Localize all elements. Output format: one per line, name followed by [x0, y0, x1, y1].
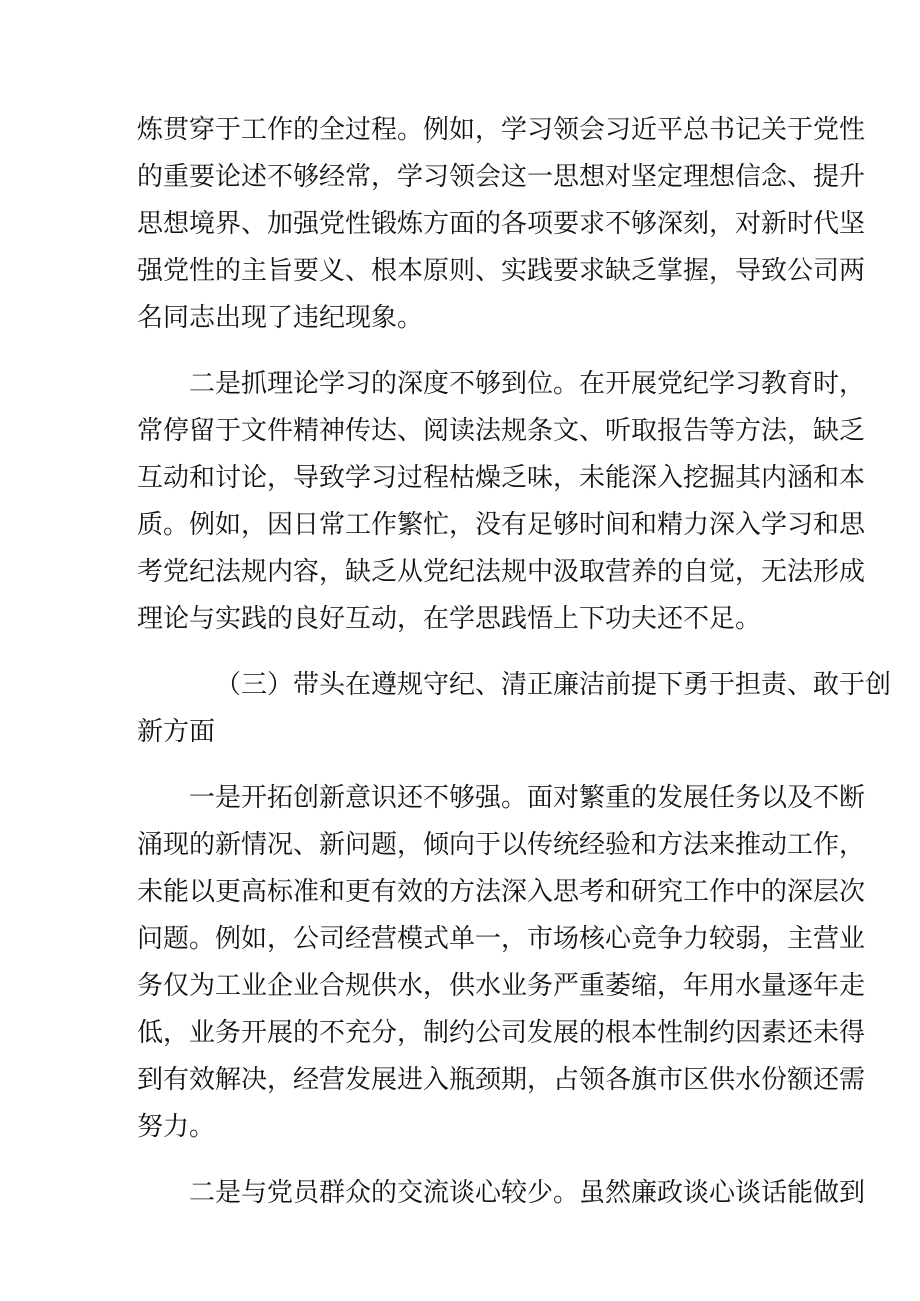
text-line: 理论与实践的良好互动，在学思践悟上下功夫还不足。: [137, 604, 762, 634]
text-line: 强党性的主旨要义、根本原则、实践要求缺乏掌握，导致公司两: [137, 256, 866, 286]
text-line: 互动和讨论，导致学习过程枯燥乏味，未能深入挖掘其内涵和本: [137, 463, 866, 493]
text-line: 的重要论述不够经常，学习领会这一思想对坚定理想信念、提升: [137, 162, 866, 192]
section-heading-line: （三）带头在遵规守纪、清正廉洁前提下勇于担责、敢于创: [215, 670, 892, 700]
text-line: 务仅为工业企业合规供水，供水业务严重萎缩，年用水量逐年走: [137, 971, 866, 1001]
text-line: 涌现的新情况、新问题，倾向于以传统经验和方法来推动工作，: [137, 830, 866, 860]
section-heading-3: [137, 662, 892, 756]
text-line: 质。例如，因日常工作繁忙，没有足够时间和精力深入学习和思: [137, 510, 866, 540]
text-line: 未能以更高标准和更有效的方法深入思考和研究工作中的深层次: [137, 877, 866, 907]
text-line: 努力。: [137, 1112, 216, 1142]
paragraph-gap: [137, 756, 790, 775]
text-line: 低，业务开展的不充分，制约公司发展的根本性制约因素还未得: [137, 1018, 866, 1048]
paragraph-gap: [137, 342, 790, 361]
text-line: 二是抓理论学习的深度不够到位。在开展党纪学习教育时，: [189, 369, 866, 399]
text-line: 常停留于文件精神传达、阅读法规条文、听取报告等方法，缺乏: [137, 416, 866, 446]
text-line: 一是开拓创新意识还不够强。面对繁重的发展任务以及不断: [189, 783, 866, 813]
text-line: 到有效解决，经营发展进入瓶颈期，占领各旗市区供水份额还需: [137, 1065, 866, 1095]
paragraph-gap: [137, 1151, 790, 1170]
text-line: 炼贯穿于工作的全过程。例如，学习领会习近平总书记关于党性: [137, 115, 866, 145]
paragraph-1: [137, 107, 866, 342]
paragraph-2: [137, 361, 866, 643]
paragraph-4: [137, 775, 866, 1151]
text-line: 思想境界、加强党性锻炼方面的各项要求不够深刻，对新时代坚: [137, 209, 866, 239]
paragraph-gap: [137, 643, 790, 662]
text-line: 考党纪法规内容，缺乏从党纪法规中汲取营养的自觉，无法形成: [137, 557, 866, 587]
paragraph-5: [137, 1170, 866, 1217]
text-line: 二是与党员群众的交流谈心较少。虽然廉政谈心谈话能做到: [189, 1178, 866, 1208]
text-line: 问题。例如，公司经营模式单一，市场核心竞争力较弱，主营业: [137, 924, 866, 954]
section-heading-line: 新方面: [137, 717, 216, 747]
text-line: 名同志出现了违纪现象。: [137, 303, 424, 333]
